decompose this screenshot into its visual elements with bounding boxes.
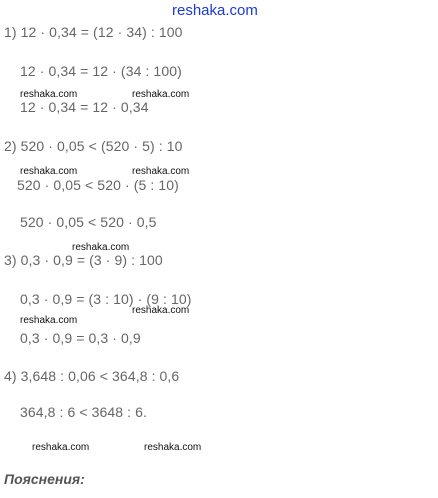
task-3-statement: 3) 0,3 · 0,9 = (3 · 9) : 100 — [4, 252, 163, 268]
task-4-step-1: 364,8 : 6 < 3648 : 6. — [20, 404, 148, 420]
watermark: reshaka.com — [132, 305, 190, 316]
header-watermark: reshaka.com — [172, 2, 258, 19]
watermark: reshaka.com — [32, 442, 90, 453]
task-1-statement: 1) 12 · 0,34 = (12 · 34) : 100 — [4, 24, 183, 40]
task-2-step-2: 520 · 0,05 < 520 · 0,5 — [20, 214, 157, 230]
task-4-statement: 4) 3,648 : 0,06 < 364,8 : 0,6 — [4, 368, 180, 384]
watermark: reshaka.com — [132, 166, 190, 177]
task-1-step-1: 12 · 0,34 = 12 · (34 : 100) — [20, 63, 182, 79]
task-2-statement: 2) 520 · 0,05 < (520 · 5) : 10 — [4, 138, 183, 154]
watermark: reshaka.com — [144, 442, 202, 453]
task-3-step-2: 0,3 · 0,9 = 0,3 · 0,9 — [20, 330, 141, 346]
watermark: reshaka.com — [72, 242, 130, 253]
task-2-step-1: 520 · 0,05 < 520 · (5 : 10) — [17, 177, 179, 193]
watermark: reshaka.com — [20, 89, 78, 100]
watermark: reshaka.com — [20, 315, 78, 326]
task-3-step-1: 0,3 · 0,9 = (3 : 10) · (9 : 10) — [20, 291, 192, 307]
watermark: reshaka.com — [20, 166, 78, 177]
explanation-label: Пояснения: — [4, 471, 85, 487]
watermark: reshaka.com — [132, 89, 190, 100]
task-1-step-2: 12 · 0,34 = 12 · 0,34 — [20, 99, 149, 115]
